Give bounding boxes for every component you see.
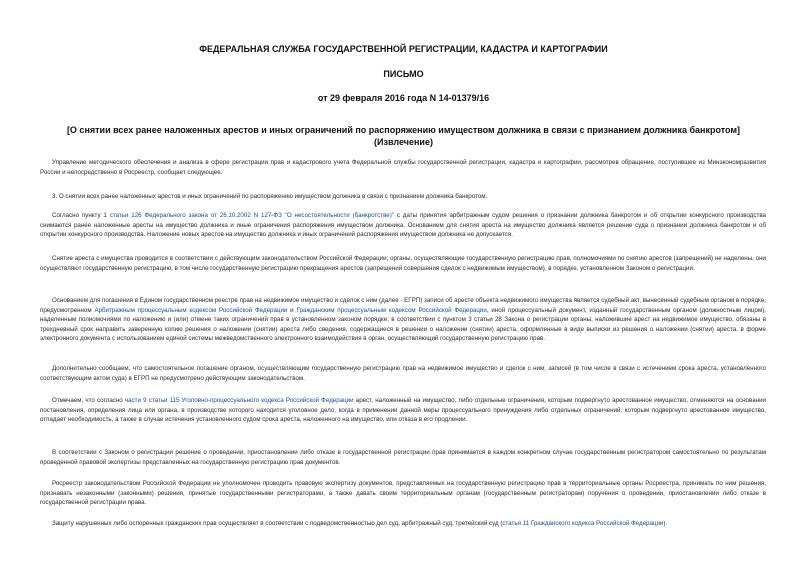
paragraph-arrest-removal: Снятие ареста с имущества проводится в соответствии с действующим законодательством Российской Федерации; органы, осуществляющие государственную регистрацию прав, полномочиями по снятию арестов (запрещений) не наделены, они осуществляют государственную регистрацию, в том числе государственную регистрацию прекращения арестов (запрещений совершения сделок с недвижимым имуществом), в порядке, установленном Законом о регистрации. bbox=[40, 255, 766, 272]
text-segment: Защиту нарушенных либо оспоренных гражданских прав осуществляет в соответствии с подведомственностью дел суд, арбитражный суд, третейский суд ( bbox=[52, 520, 503, 527]
subject-title: [О снятии всех ранее наложенных арестов и иных ограничений по распоряжению имуществом должника в связи с признанием должника банкротом] bbox=[66, 125, 741, 135]
paragraph-criminal-procedure bbox=[40, 396, 766, 425]
paragraph-additional-notice: Дополнительно сообщаем, что самостоятельное погашение органом, осуществляющим государственную регистрацию прав на недвижимое имущество и сделок с ним, записей (в том числе в связи с истечением срока ареста, установленного соответствующим актом суда) в ЕГРП не предусмотрено действующим законодательством. bbox=[40, 365, 766, 382]
link-civil-code-art11[interactable]: статья 11 Гражданского кодекса Российской Федерации bbox=[502, 520, 664, 527]
paragraph-intro: Управление методического обеспечения и анализа в сфере регистрации прав и кадастрового учета Федеральной службы государственной регистрации, кадастра и картографии, рассмотрев обращение, поступившее из Минэкономразвития России и непосредственно в Росреестр, сообщает следующее. bbox=[40, 159, 766, 176]
link-criminal-procedure-code[interactable]: части 9 статьи 115 Уголовно-процессуального кодекса Российской Федерации bbox=[124, 397, 354, 404]
agency-heading: ФЕДЕРАЛЬНАЯ СЛУЖБА ГОСУДАРСТВЕННОЙ РЕГИСТРАЦИИ, КАДАСТРА И КАРТОГРАФИИ bbox=[199, 44, 608, 54]
text-segment: , иной процессуальный документ, изданный государственным органом (должностным лицом), наделенным полномочиями по наложению и (или) отмене таких ограничений прав в установленном законом порядке; в соответствии с пунктом 3 статьи 28 Закона о регистрации органы, наложившие арест на недвижимое имущество, обязаны в трехдневный срок направить заверенную копию решения о наложении (снятии) ареста либо сведения, содержащиеся в решении о наложении (снятии) ареста, оформленные в виде выписки из решения о наложении (снятии) ареста, в форме электронного документа с использованием единой системы межведомственного электронного взаимодействия в орган, осуществляющий государственную регистрацию прав. bbox=[40, 306, 766, 343]
paragraph-egrp-basis bbox=[40, 296, 766, 344]
paragraph-rights-protection bbox=[40, 519, 766, 529]
paragraph-registration-decision: В соответствии с Законом о регистрации решение о проведении, приостановлении либо отказе в государственной регистрации прав принимается в каждом конкретном случае государственным регистратором самостоятельно по результатам проведенной правовой экспертизы представленных на государственную регистрацию прав документов. bbox=[40, 449, 766, 466]
link-arbitration-procedure-code[interactable]: Арбитражным процессуальным кодексом Российской Федерации bbox=[94, 306, 288, 314]
text-segment: Отмечаем, что согласно bbox=[52, 397, 125, 404]
document-date-number: от 29 февраля 2016 года N 14-01379/16 bbox=[317, 93, 490, 103]
text-segment: и bbox=[287, 306, 297, 314]
document-subject bbox=[0, 124, 807, 148]
text-segment: арест, наложенный на имущество, либо отдельные ограничения, которым подвергнуто арестованное имущество, отменяются на основании постановления, определения лица или органа, в производстве которого находится уголовное дело, когда в применении данной меры процессуального принуждения либо отдельных ограничений, которым подвергнуто арестованное имущество, отпадает необходимость, а также в случае истечения установленного судом срока ареста, наложенного на имущество, или отказа в его продлении. bbox=[40, 397, 766, 424]
paragraph-bankruptcy-law bbox=[40, 211, 766, 240]
link-civil-procedure-code[interactable]: Гражданским процессуальным кодексом Российской Федерации bbox=[296, 306, 487, 314]
paragraph-rosreestr-authority: Росреестр законодательством Российской Федерации не уполномочен проводить правовую экспертизу документов, представляемых на государственную регистрацию прав в территориальные органы Росреестра, принимать по ним решения, признавать незаконными (законными) решения, принятые государственными регистраторами, а также давать своим территориальным органам (государственным регистраторам) поручения о проведении, приостановлении либо отказе в государственной регистрации права. bbox=[40, 480, 766, 507]
extract-label: (Извлечение) bbox=[374, 137, 433, 147]
link-bankruptcy-law-art126[interactable]: статьи 126 Федерального закона от 26.10.2002 N 127-ФЗ "О несостоятельности (банкротстве)" bbox=[109, 212, 395, 219]
document-type: ПИСЬМО bbox=[383, 69, 424, 79]
text-segment: Согласно пункту 1 bbox=[52, 212, 110, 219]
text-segment: Основанием для погашения в Едином государственном реестре прав на недвижимое имущество и сделок с ним (далее - ЕГРП) записи об аресте объекта недвижимого имущества является судебный акт, вынесенный судебным органом в порядке, предусмотренном bbox=[40, 297, 766, 314]
text-segment: ). bbox=[663, 520, 668, 527]
paragraph-section-3: 3. О снятии всех ранее наложенных арестов и иных ограничений по распоряжению имуществом должника в связи с признанием должника банкротом. bbox=[52, 193, 488, 200]
text-segment: с даты принятия арбитражным судом решения о признании должника банкротом и об открытии конкурсного производства снимаются ранее наложенные аресты на имущество должника и иные ограничения распоряжения имуществом должника. Основанием для снятия ареста на имущество должника является решение суда о признании должника банкротом и об открытии конкурсного производства. Наложение новых арестов на имущество должника и иных ограничений распоряжения имуществом должника не допускается. bbox=[40, 212, 766, 239]
